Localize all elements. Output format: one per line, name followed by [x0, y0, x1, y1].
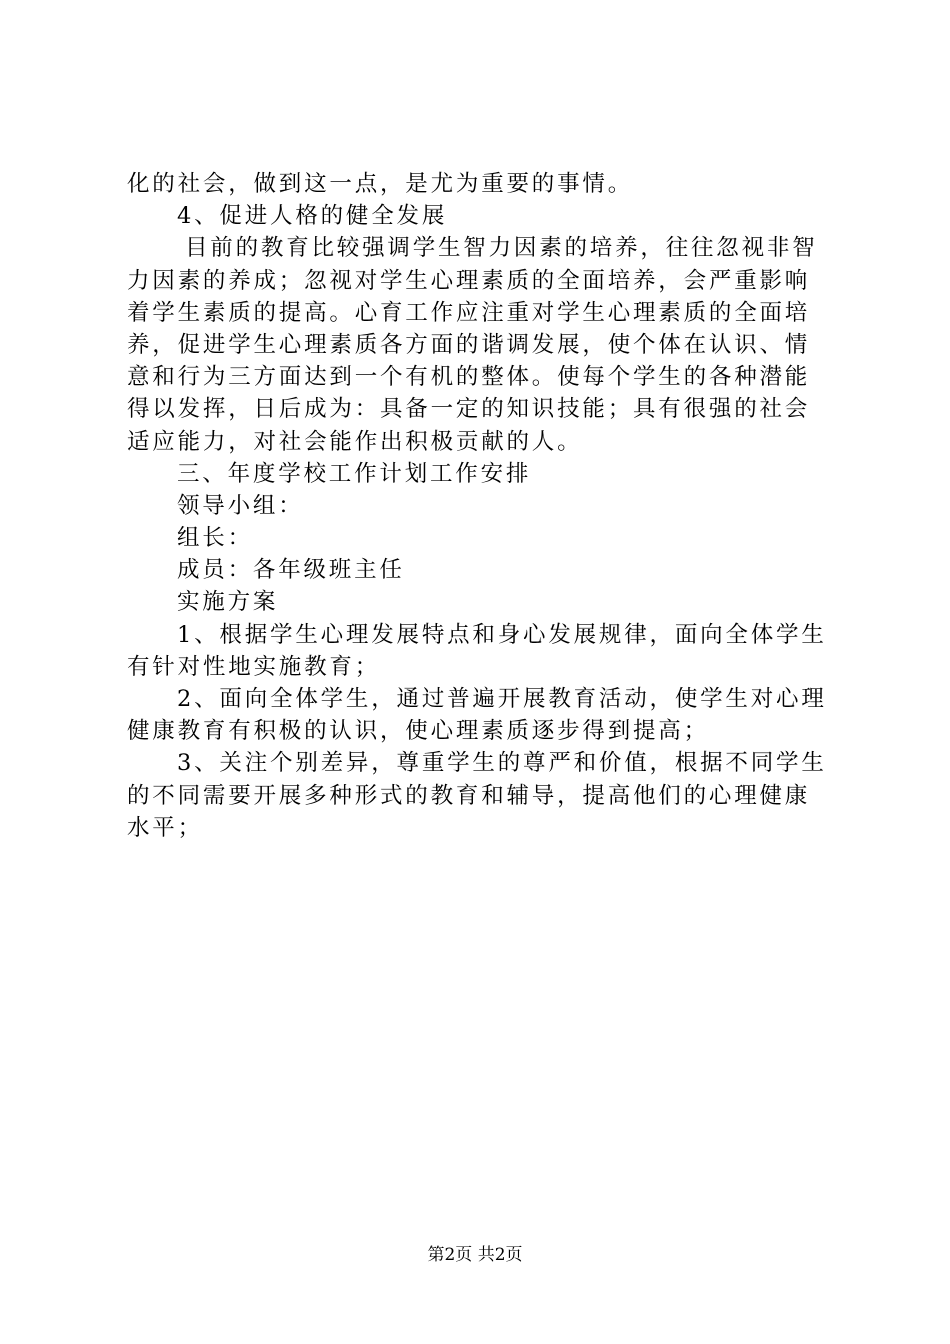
text-line: 健康教育有积极的认识，使心理素质逐步得到提高；	[127, 718, 709, 745]
text-line: 水平；	[127, 814, 203, 841]
text-line: 领导小组：	[177, 492, 304, 519]
list-item-start: 1、根据学生心理发展特点和身心发展规律，面向全体学生	[177, 621, 827, 648]
text-line: 力因素的养成；忽视对学生心理素质的全面培养，会严重影响	[127, 267, 811, 294]
text-line: 成员：各年级班主任	[177, 557, 405, 584]
text-line: 着学生素质的提高。心育工作应注重对学生心理素质的全面培	[127, 299, 811, 326]
text-line: 的不同需要开展多种形式的教育和辅导，提高他们的心理健康	[127, 782, 811, 809]
page-number: 第2页 共2页	[427, 1245, 523, 1265]
text-line: 适应能力，对社会能作出积极贡献的人。	[127, 428, 583, 455]
section-heading: 4、促进人格的健全发展	[177, 203, 448, 230]
section-heading: 三、年度学校工作计划工作安排	[177, 460, 532, 487]
text-line: 养，促进学生心理素质各方面的谐调发展，使个体在认识、情	[127, 331, 811, 358]
text-line: 得以发挥，日后成为：具备一定的知识技能；具有很强的社会	[127, 396, 811, 423]
text-line: 化的社会，做到这一点，是尤为重要的事情。	[127, 171, 634, 197]
text-line: 有针对性地实施教育；	[127, 653, 381, 680]
list-item-start: 2、面向全体学生，通过普遍开展教育活动，使学生对心理	[177, 686, 827, 712]
text-line: 意和行为三方面达到一个有机的整体。使每个学生的各种潜能	[127, 364, 811, 391]
document-body	[127, 168, 832, 844]
list-item-start: 3、关注个别差异，尊重学生的尊严和价值，根据不同学生	[177, 750, 827, 777]
subsection-heading: 实施方案	[177, 589, 279, 616]
text-line: 组长：	[177, 525, 253, 552]
paragraph-start: 目前的教育比较强调学生智力因素的培养，往往忽视非智	[185, 235, 818, 262]
